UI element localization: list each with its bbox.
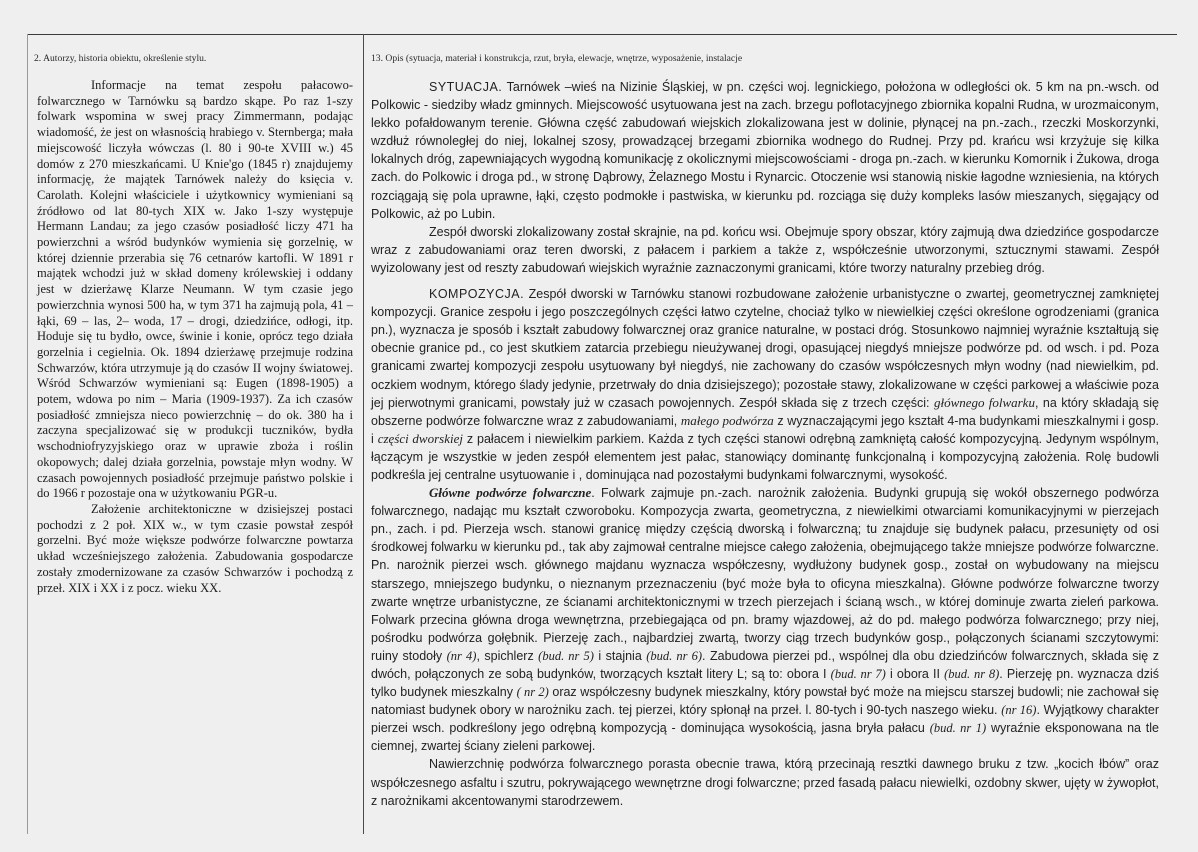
history-column [37, 78, 353, 596]
glowne-text-g: oraz współczesny budynek mieszkalny, który powstał być może na miejscu starszej budowli; nie zachował się natomiast budynek obory w narożniku zach. tej pierzei, który spłonął na przeł. l. 80-tych i 90-tych naszego wieku. [371, 685, 1159, 718]
sytuacja-text-1: Tarnówek –wieś na Nizinie Śląskiej, w pn. części woj. legnickiego, położona w odległości ok. 5 km na pn.-wsch. od Polkowic - siedziby władz gminnych. Miejscowość usytuowana jest na zach. brzegu poflotacyjnego zbiornika kopalni Rudna, w urozmaiconym, lekko pofałdowanym terenie. Główna część zabudowań wiejskich zlokalizowana jest w dolinie, płynącej na pn.-zach., rzeczki Moskorzynki, wzdłuż równoległej do niej, lokalnej szosy, prowadzącej brzegami zbiornika wodnego do Rudnej. Przy pd. krańcu wsi krzyżuje się kilka lokalnych dróg, zapewniających wygodną komunikację z okolicznymi miejscowościami - droga pn.-zach. w kierunku Komornik i Żukowa, droga zach. do Polkowic i droga pd., w stronę Dąbrowy, Żelaznego Mostu i Rynarcic. Otoczenie wsi stanowią niskie łagodne wzniesienia, na których rozciągają się pola uprawne, łąki, często podmokłe i pastwiska, w kierunku pd. rozciąga się duży kompleks lasów mieszanych, sięgający od Polkowic, aż po Lubin. [371, 80, 1159, 221]
kompozycja-text-a: Zespół dworski w Tarnówku stanowi rozbudowane założenie urbanistyczne o zwartej, geometrycznej zamkniętej kompozycji. Granice zespołu i jego poszczególnych części łatwo czytelne, chociaż tylko w niewielkiej części określone ogrodzeniami (granica pn.), wyznacza je sposób i kształt zabudowy folwarcznej oraz granice naturalne, w postaci dróg. Stosunkowo najmniej wyraźnie kształtują się obecnie granice pd., co jest skutkiem zatarcia przebiegu nieużywanej drogi, opasującej niegdyś mniejsze podwórze pd. od wsch. i pd. Poza granicami zwartej kompozycji zespołu usytuowany był niegdyś, nie zachowany do czasów współczesnych młyn wodny (nad niewielkim, pd. oczkiem wodnym, którego ślady jedynie, przetrwały do dnia dzisiejszego); pozostałe stawy, zlokalizowane w części parkowej a właściwie poza jej pierwotnymi granicami, powstały już w czasach powojennych. Zespół składa się z trzech części: [371, 287, 1159, 410]
glowne-text-i: wyraźnie eksponowana na tle ciemnej, zwartej ściany zieleni parkowej. [371, 721, 1159, 754]
left-column-header: 2. Autorzy, historia obiektu, określenie stylu. [34, 53, 207, 64]
glowne-text-h: . Wyjątkowy charakter pierzei wsch. podkreślony jego odrębną kompozycją - dominująca wysokością, jasna bryła pałacu [371, 703, 1159, 736]
ref-bud-nr-1: (bud. nr 1) [929, 721, 987, 736]
kompozycja-text-c: z wyznaczającymi jego kształt 4-ma budynkami mieszkalnymi i gosp. i [371, 413, 1160, 446]
glowne-podworze-paragraph [371, 484, 1159, 755]
glowne-text-f: . Pierzeję pn. wyznacza dziś tylko budynek mieszkalny [371, 667, 1160, 700]
kompozycja-em-glowny-folwark: głównego folwarku [933, 394, 1035, 410]
glowne-podworze-heading: Główne podwórze folwarczne [429, 485, 592, 501]
ref-bud-nr-8: (bud. nr 8) [944, 667, 1000, 681]
ref-bud-nr-5: (bud. nr 5) [538, 648, 594, 663]
column-divider [363, 34, 364, 834]
description-column [371, 78, 1159, 810]
nawierzchnia-paragraph: Nawierzchnię podwórza folwarcznego porasta obecnie trawa, którą przecinają resztki dawnego bruku z tzw. „kocich łbów” oraz współczesnego asfaltu i szutru, pokrywającego wewnętrzne drogi folwarczne; przed fasadą pałacu niewielki, ozdobny skwer, ujęty w żywopłot, z narożnikami akcentowanymi starodrzewem. [371, 757, 1159, 808]
right-column-header: 13. Opis (sytuacja, materiał i konstrukcja, rzut, bryła, elewacje, wnętrze, wyposażenie, instalacje [371, 53, 743, 64]
kompozycja-text-b: , na który składają się obszerne podwórze folwarczne wraz z zabudowaniami, [371, 395, 1160, 428]
glowne-text-c: i stajnia [593, 648, 647, 663]
ref-bud-nr-7: (bud. nr 7) [830, 667, 886, 681]
ref-bud-nr-6: (bud. nr 6) [646, 648, 703, 663]
glowne-text-b: , spichlerz [476, 648, 539, 663]
sytuacja-heading: SYTUACJA. [429, 80, 503, 94]
sytuacja-paragraph-2: Zespół dworski zlokalizowany został skrajnie, na pd. końcu wsi. Obejmuje spory obszar, który zajmują dwa dziedzińce gospodarcze wraz z zabudowaniami oraz teren dworski, z pałacem i parkiem a także z, współcześnie utworzonymi, sztucznymi stawami. Zespół wyizolowany jest od reszty zabudowań wiejskich wyraźnie zaznaczonymi granicami, które tworzy naturalny przebieg dróg. [371, 224, 1159, 275]
sytuacja-paragraph-1 [371, 78, 1159, 223]
ref-nr-4: (nr 4) [446, 648, 477, 663]
top-rule [27, 34, 1177, 35]
kompozycja-heading: KOMPOZYCJA. [429, 287, 525, 302]
kompozycja-em-czesc-dworska: części dworskiej [377, 430, 463, 446]
history-paragraph-1: Informacje na temat zespołu pałacowo-folwarcznego w Tarnówku są bardzo skąpe. Po raz 1-szy folwark wspomina w swej pracy Zimmermann, podając wiadomość, że jest on własnością hrabiego v. Sternberga; mała miejscowość liczyła wówczas (l. 80 i 90-te XVIII w.) 45 domów z 270 mieszkańcami. U Knie'go (1845 r) znajdujemy informację, że majątek Tarnówek należy do księcia v. Carolath. Kolejni właściciele i użytkownicy wymieniani są źródłowo od lat 80-tych XIX w. Jako 1-szy występuje Hermann Landau; za jego czasów posiadłość liczy 471 ha powierzchni a wśród budynków wymienia się gorzelnię, w której dziennie przerabia się 76 cetnarów kartofli. W 1891 r majątek wchodzi już w skład domeny królewskiej i oddany jest w dzierżawę Klarze Neumann. W tym czasie jego powierzchnia wynosi 500 ha, w tym 371 ha zajmują pola, 41 – łąki, 69 – las, 2– woda, 17 – drogi, dziedzińce, odłogi, itp. Hoduje się tu bydło, owce, świnie i konie, oprócz tego działa gorzelnia i cegielnia. Ok. 1894 dzierżawę przejmuje rodzina Schwarzów, która utrzymuje ją do czasów II wojny światowej. Wśród Schwarzów wymieniani są: Eugen (1898-1905) a potem, wdowa po nim – Maria (1909-1937). Za ich czasów posiadłość zmniejsza nieco powierzchnię – do ok. 380 ha i zaczyna specjalizować się w produkcji tuczników, bydła wschodniofryzyjskiego oraz w uprawie zboża i roślin okopowych; dalej działa gorzelnia, powstaje młyn wodny. W czasach powojennych posiadłość przejmuje państwo polskie i do 1966 r pozostaje ona w użytkowaniu PGR-u. [37, 78, 353, 501]
ref-nr-2: ( nr 2) [516, 685, 549, 700]
kompozycja-em-male-podworze: małego podwórza [680, 412, 774, 428]
kompozycja-text-d: z pałacem i niewielkim parkiem. Każda z tych części stanowi odrębną zamkniętą całość kompozycyjną. Jedynym wspólnym, łączącym je wszystkie w jeden zespół elementem jest pałac, stanowiący dominantę funkcjonalną i kompozycyjną założenia. Rolę budowli podkreśla jej centralne usytuowanie i , dominująca nad pozostałymi budynkami folwarcznymi, wysokość. [371, 431, 1160, 482]
history-paragraph-2: Założenie architektoniczne w dzisiejszej postaci pochodzi z 2 poł. XIX w., w tym czasie powstał zespół gorzelni. Być może większe podwórze folwarczne powtarza układ wcześniejszego założenia. Zabudowania gospodarcze zostały zmodernizowane za czasów Schwarzów i pochodzą z przeł. XIX i XX i z pocz. wieku XX. [37, 501, 353, 595]
ref-nr-16: (nr 16) [1001, 703, 1037, 718]
glowne-text-a: . Folwark zajmuje pn.-zach. narożnik założenia. Budynki grupują się wokół obszernego podwórza folwarcznego, nadając mu kształt czworoboku. Kompozycja zwarta, geometryczna, z niewielkimi otwarciami komunikacyjnymi w pierzejach pn., zach. i pd. Pierzeja wsch. stanowi granicę między częścią dworską i folwarczną; tu znajduje się budynek pałacu, przesunięty od osi środkowej folwarku w kierunku pd., tak aby zajmował centralne miejsce całego założenia, obejmującego także mniejsze podwórze folwarczne. Pn. narożnik pierzei wsch. głównego majdanu wyznacza współczesny, wydłużony budynek gosp., został on wybudowany na miejscu starszego, mniejszego budynku, o nieznanym przeznaczeniu (być może była to oficyna mieszkalna). Główne podwórze folwarczne tworzy zwarte wnętrze urbanistyczne, ze ścianami architektonicznymi w trzech pierzejach i ścianą wsch., w której dominuje zwarta zieleń parkowa. Folwark przecina główna droga wewnętrzna, przebiegająca od pn. bramy wjazdowej, aż do pd. małego podwórza folwarcznego; przy niej, pośrodku podwórza gołębnik. Pierzeję zach., najbardziej zwartą, tworzy ciąg trzech budynków gosp., połączonych ścianami szczytowymi: ruiny stodoły [371, 486, 1159, 663]
kompozycja-paragraph [371, 285, 1159, 484]
left-border [27, 34, 28, 834]
glowne-text-d: . Zabudowa pierzei pd., wspólnej dla obu dziedzińców folwarcznych, składa się z dwóch, połączonych ze sobą budynków, tworzących kształt litery L; są to: obora I [371, 648, 1159, 681]
glowne-text-e: i obora II [885, 667, 945, 681]
